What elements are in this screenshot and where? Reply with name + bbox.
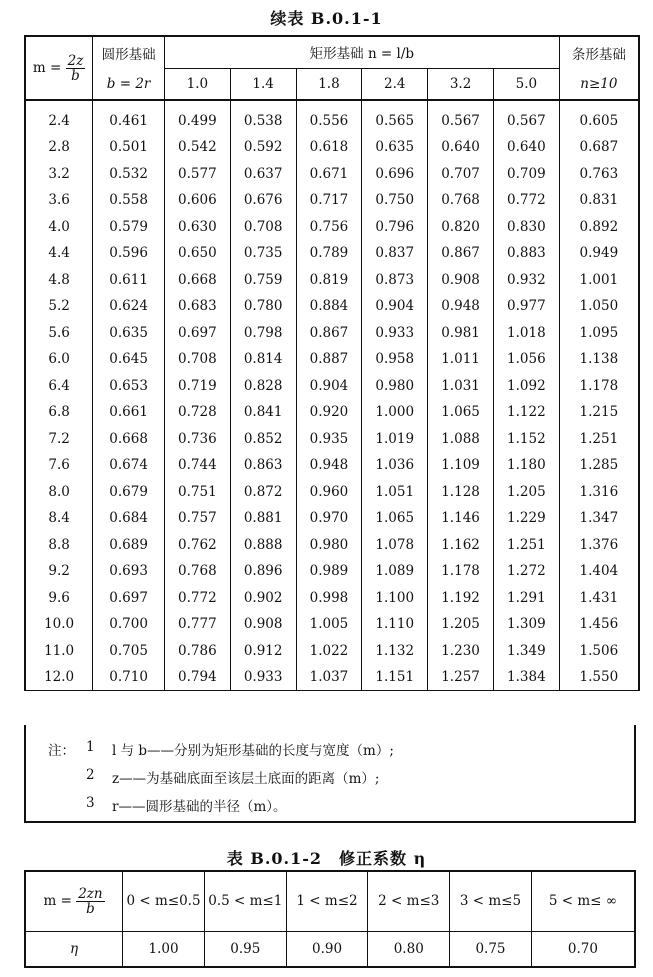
table-cell: 1.251 [493,532,559,559]
row-m-value: 9.2 [25,558,93,585]
table-cell: 0.567 [428,100,494,134]
table-cell: 0.542 [164,134,230,161]
table-cell: 0.728 [164,399,230,426]
note-1-number: 1 [86,739,95,755]
table-cell: 0.640 [428,134,494,161]
table-cell: 1.178 [559,373,639,400]
table-cell: 0.981 [428,320,494,347]
table-row [25,558,639,585]
table-cell: 1.109 [428,452,494,479]
t2-m-label: m = [43,892,72,909]
table-cell: 0.461 [93,100,165,134]
table-cell: 0.759 [230,267,296,294]
table-row [25,611,639,638]
note-3-text: r——圆形基础的半径（m）。 [112,799,287,815]
row-m-value: 4.4 [25,240,93,267]
table-cell: 0.888 [230,532,296,559]
t2-eta-value: 0.75 [450,931,532,967]
table-cell: 1.001 [559,267,639,294]
row-m-value: 4.0 [25,214,93,241]
table-cell: 0.618 [296,134,362,161]
table-cell: 0.708 [230,214,296,241]
table-cell: 1.285 [559,452,639,479]
table-cell: 0.596 [93,240,165,267]
row-m-value: 2.4 [25,100,93,134]
table-cell: 0.908 [230,611,296,638]
table-cell: 0.710 [93,664,165,691]
table-cell: 0.831 [559,187,639,214]
table-cell: 1.347 [559,505,639,532]
table-cell: 0.705 [93,638,165,665]
table-cell: 1.162 [428,532,494,559]
table-cell: 0.892 [559,214,639,241]
table-cell: 0.676 [230,187,296,214]
table-cell: 0.630 [164,214,230,241]
table-cell: 0.653 [93,373,165,400]
table-cell: 0.684 [93,505,165,532]
table-row [25,320,639,347]
table-cell: 1.100 [362,585,428,612]
row-m-value: 8.4 [25,505,93,532]
t2-m-denominator: b [86,900,95,917]
table-cell: 0.883 [493,240,559,267]
table-cell: 0.820 [428,214,494,241]
table-cell: 0.645 [93,346,165,373]
table-row [25,267,639,294]
table-cell: 0.762 [164,532,230,559]
t2-m-numerator: 2zn [78,885,103,902]
table-cell: 1.215 [559,399,639,426]
row-m-value: 8.8 [25,532,93,559]
table-cell: 0.689 [93,532,165,559]
note-2-number: 2 [86,767,95,783]
table-row [25,214,639,241]
table-cell: 1.205 [428,611,494,638]
row-m-value: 7.6 [25,452,93,479]
table-cell: 0.814 [230,346,296,373]
table-cell: 0.768 [164,558,230,585]
row-m-value: 6.4 [25,373,93,400]
table-cell: 1.146 [428,505,494,532]
table-cell: 0.958 [362,346,428,373]
table-cell: 0.798 [230,320,296,347]
table-cell: 1.229 [493,505,559,532]
table-cell: 0.501 [93,134,165,161]
table-cell: 0.908 [428,267,494,294]
table-cell: 1.078 [362,532,428,559]
t2-eta-value: 0.80 [368,931,450,967]
table-cell: 0.671 [296,161,362,188]
row-m-value: 3.6 [25,187,93,214]
header-n-value: 1.4 [230,68,296,100]
table-row [25,161,639,188]
table-cell: 1.005 [296,611,362,638]
t2-range-header: 5 < m≤ ∞ [531,871,635,931]
notes-box [24,725,636,823]
t2-eta-value: 1.00 [123,931,205,967]
table-cell: 1.011 [428,346,494,373]
table-cell: 0.902 [230,585,296,612]
table-cell: 0.567 [493,100,559,134]
table-cell: 0.556 [296,100,362,134]
table-row [25,399,639,426]
table-cell: 0.661 [93,399,165,426]
table-cell: 0.532 [93,161,165,188]
table-row [25,426,639,453]
table-cell: 0.687 [559,134,639,161]
table-cell: 1.092 [493,373,559,400]
note-1-text: l 与 b——分别为矩形基础的长度与宽度（m）; [112,743,394,759]
table-cell: 1.257 [428,664,494,691]
header-m [25,36,93,100]
table-cell: 0.796 [362,214,428,241]
table-cell: 0.904 [362,293,428,320]
table-cell: 0.935 [296,426,362,453]
header-n-value: 1.8 [296,68,362,100]
table-cell: 0.558 [93,187,165,214]
table-cell: 0.640 [493,134,559,161]
table-cell: 0.565 [362,100,428,134]
table-cell: 0.719 [164,373,230,400]
table-row [25,532,639,559]
table-cell: 1.404 [559,558,639,585]
t2-range-header: 3 < m≤5 [450,871,532,931]
table-cell: 0.579 [93,214,165,241]
table-cell: 0.611 [93,267,165,294]
table-cell: 1.065 [428,399,494,426]
table-cell: 0.756 [296,214,362,241]
table-cell: 0.650 [164,240,230,267]
t2-range-header: 0 < m≤0.5 [123,871,205,931]
table-cell: 1.550 [559,664,639,691]
table-cell: 0.744 [164,452,230,479]
table-cell: 0.668 [93,426,165,453]
table-cell: 0.977 [493,293,559,320]
table-cell: 1.180 [493,452,559,479]
row-m-value: 4.8 [25,267,93,294]
table-cell: 0.780 [230,293,296,320]
table-row [25,293,639,320]
table-cell: 0.757 [164,505,230,532]
table2-title: 表 B.0.1-2 修正系数 η [226,849,427,868]
table-cell: 0.948 [296,452,362,479]
row-m-value: 3.2 [25,161,93,188]
table-cell: 1.018 [493,320,559,347]
table-cell: 1.095 [559,320,639,347]
m-denominator: b [71,67,80,84]
table-row [25,452,639,479]
header-n-value: 3.2 [428,68,494,100]
t2-eta-value: 0.95 [204,931,286,967]
table-cell: 0.789 [296,240,362,267]
table-cell: 0.697 [164,320,230,347]
table-cell: 0.668 [164,267,230,294]
table-cell: 0.606 [164,187,230,214]
t2-range-header: 2 < m≤3 [368,871,450,931]
table-cell: 0.884 [296,293,362,320]
table-cell: 1.036 [362,452,428,479]
row-m-value: 5.2 [25,293,93,320]
table-row [25,505,639,532]
table-cell: 0.772 [164,585,230,612]
table-cell: 0.841 [230,399,296,426]
table-cell: 1.065 [362,505,428,532]
table-row [25,373,639,400]
table-cell: 0.736 [164,426,230,453]
table-cell: 1.272 [493,558,559,585]
table-cell: 1.316 [559,479,639,506]
table-cell: 1.088 [428,426,494,453]
table-cell: 0.881 [230,505,296,532]
table-row [25,187,639,214]
table-cell: 0.933 [362,320,428,347]
table-cell: 1.089 [362,558,428,585]
table-cell: 1.309 [493,611,559,638]
table-cell: 0.624 [93,293,165,320]
row-m-value: 12.0 [25,664,93,691]
table-row [25,664,639,691]
table-cell: 1.205 [493,479,559,506]
table-cell: 1.056 [493,346,559,373]
table-cell: 0.577 [164,161,230,188]
header-strip-sub: n≥10 [559,68,639,100]
notes-prefix: 注： [48,743,75,759]
table-cell: 1.050 [559,293,639,320]
table-cell: 1.178 [428,558,494,585]
header-strip: 条形基础 [559,36,639,68]
row-m-value: 7.2 [25,426,93,453]
table-cell: 0.970 [296,505,362,532]
table-cell: 0.904 [296,373,362,400]
table-cell: 0.768 [428,187,494,214]
table-cell: 0.786 [164,638,230,665]
t2-range-header: 0.5 < m≤1 [204,871,286,931]
row-m-value: 11.0 [25,638,93,665]
table-cell: 0.960 [296,479,362,506]
table-cell: 0.751 [164,479,230,506]
row-m-value: 6.0 [25,346,93,373]
table-cell: 0.852 [230,426,296,453]
table-cell: 0.735 [230,240,296,267]
table-cell: 0.635 [362,134,428,161]
table-cell: 1.152 [493,426,559,453]
row-m-value: 8.0 [25,479,93,506]
note-3-number: 3 [86,795,95,811]
table-cell: 1.022 [296,638,362,665]
table-cell: 0.683 [164,293,230,320]
t2-eta-value: 0.90 [286,931,368,967]
table-cell: 0.696 [362,161,428,188]
table-cell: 0.717 [296,187,362,214]
table-cell: 1.037 [296,664,362,691]
table-row [25,240,639,267]
table-cell: 0.777 [164,611,230,638]
row-m-value: 6.8 [25,399,93,426]
table-cell: 1.128 [428,479,494,506]
table-cell: 0.867 [428,240,494,267]
table-cell: 0.693 [93,558,165,585]
table-cell: 0.709 [493,161,559,188]
table-cell: 0.912 [230,638,296,665]
table-cell: 0.679 [93,479,165,506]
table-cell: 0.873 [362,267,428,294]
table-cell: 0.794 [164,664,230,691]
table-cell: 1.019 [362,426,428,453]
table-cell: 0.635 [93,320,165,347]
coefficient-table [24,35,640,691]
t2-eta-label: η [25,931,123,967]
table-cell: 1.122 [493,399,559,426]
table-cell: 1.138 [559,346,639,373]
table-cell: 0.700 [93,611,165,638]
table-cell: 0.887 [296,346,362,373]
table-cell: 1.031 [428,373,494,400]
table-cell: 0.920 [296,399,362,426]
table-cell: 1.230 [428,638,494,665]
table-cell: 1.291 [493,585,559,612]
table-cell: 0.592 [230,134,296,161]
table-cell: 1.456 [559,611,639,638]
table-cell: 1.132 [362,638,428,665]
header-n-value: 2.4 [362,68,428,100]
row-m-value: 9.6 [25,585,93,612]
table-cell: 1.349 [493,638,559,665]
table-row [25,585,639,612]
table-cell: 0.933 [230,664,296,691]
t2-header-m [25,871,123,931]
table-cell: 1.431 [559,585,639,612]
table-cell: 1.110 [362,611,428,638]
row-m-value: 5.6 [25,320,93,347]
table-cell: 0.674 [93,452,165,479]
table-cell: 0.872 [230,479,296,506]
t2-eta-value: 0.70 [531,931,635,967]
table-cell: 0.708 [164,346,230,373]
table-row [25,479,639,506]
table-cell: 0.605 [559,100,639,134]
m-numerator: 2z [67,52,84,69]
table-cell: 1.506 [559,638,639,665]
table-row [25,100,639,134]
table-cell: 1.000 [362,399,428,426]
table-cell: 1.384 [493,664,559,691]
table-cell: 0.863 [230,452,296,479]
table-cell: 0.499 [164,100,230,134]
header-circle-sub: b = 2r [93,68,165,100]
note-2-text: z——为基础底面至该层土底面的距离（m）; [112,771,380,787]
table-cell: 0.932 [493,267,559,294]
header-circle: 圆形基础 [93,36,165,68]
table-cell: 0.896 [230,558,296,585]
row-m-value: 2.8 [25,134,93,161]
table-cell: 0.948 [428,293,494,320]
table-cell: 1.151 [362,664,428,691]
table-cell: 1.376 [559,532,639,559]
table-cell: 0.697 [93,585,165,612]
table-cell: 0.828 [230,373,296,400]
row-m-value: 10.0 [25,611,93,638]
table-cell: 1.192 [428,585,494,612]
table-cell: 1.051 [362,479,428,506]
header-n-value: 1.0 [164,68,230,100]
table-cell: 0.949 [559,240,639,267]
table-row [25,346,639,373]
header-rect: 矩形基础 n = l/b [164,36,559,68]
table-cell: 0.980 [362,373,428,400]
table-cell: 0.538 [230,100,296,134]
table-cell: 0.763 [559,161,639,188]
table-cell: 0.772 [493,187,559,214]
table-cell: 0.998 [296,585,362,612]
header-n-value: 5.0 [493,68,559,100]
table-cell: 0.867 [296,320,362,347]
table-cell: 0.819 [296,267,362,294]
table-cell: 1.251 [559,426,639,453]
table-cell: 0.830 [493,214,559,241]
table-row [25,134,639,161]
table-row [25,638,639,665]
table-cell: 0.980 [296,532,362,559]
table-cell: 0.637 [230,161,296,188]
table-cell: 0.837 [362,240,428,267]
t2-range-header: 1 < m≤2 [286,871,368,931]
correction-table [24,870,636,968]
m-label: m = [32,59,62,76]
table-cell: 0.989 [296,558,362,585]
table1-title: 续表 B.0.1-1 [270,9,383,28]
table-cell: 0.707 [428,161,494,188]
table-cell: 0.750 [362,187,428,214]
